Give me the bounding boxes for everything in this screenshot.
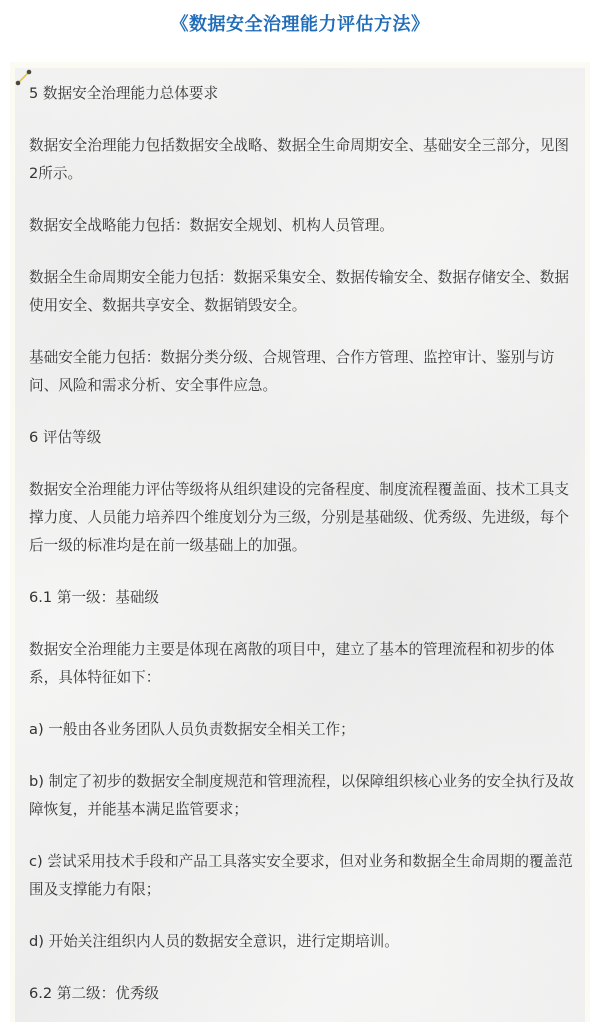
list-item: b) 制定了初步的数据安全制度规范和管理流程，以保障组织核心业务的安全执行及故障恢复，并能基本满足监管要求； (29, 773, 574, 818)
paragraph: 数据安全战略能力包括：数据安全规划、机构人员管理。 (29, 217, 394, 234)
paragraph: 数据安全治理能力包括数据安全战略、数据全生命周期安全、基础安全三部分，见图2所示。 (29, 137, 569, 182)
section-heading: 6.2 第二级：优秀级 (29, 985, 160, 1002)
list-item: a) 一般由各业务团队人员负责数据安全相关工作； (29, 721, 355, 738)
paragraph: 数据安全治理能力主要是体现在离散的项目中，建立了基本的管理流程和初步的体系，具体特征如下： (29, 641, 555, 686)
section-heading: 6.1 第一级：基础级 (29, 589, 160, 606)
article-body (29, 80, 574, 1008)
list-item: c) 尝试采用技术手段和产品工具落实安全要求，但对业务和数据全生命周期的覆盖范围及支撑能力有限； (29, 853, 573, 898)
section-heading: 5 数据安全治理能力总体要求 (29, 85, 219, 102)
paragraph: 基础安全能力包括：数据分类分级、合规管理、合作方管理、监控审计、鉴别与访问、风险和需求分析、安全事件应急。 (29, 349, 555, 394)
list-item: d) 开始关注组织内人员的数据安全意识，进行定期培训。 (29, 933, 399, 950)
section-heading: 6 评估等级 (29, 429, 102, 446)
paragraph: 数据全生命周期安全能力包括：数据采集安全、数据传输安全、数据存储安全、数据使用安全、数据共享安全、数据销毁安全。 (29, 269, 569, 314)
article-title: 《数据安全治理能力评估方法》 (170, 14, 430, 35)
paragraph: 数据安全治理能力评估等级将从组织建设的完备程度、制度流程覆盖面、技术工具支撑力度、人员能力培养四个维度划分为三级，分别是基础级、优秀级、先进级，每个后一级的标准均是在前一级基础上的加强。 (29, 481, 569, 554)
